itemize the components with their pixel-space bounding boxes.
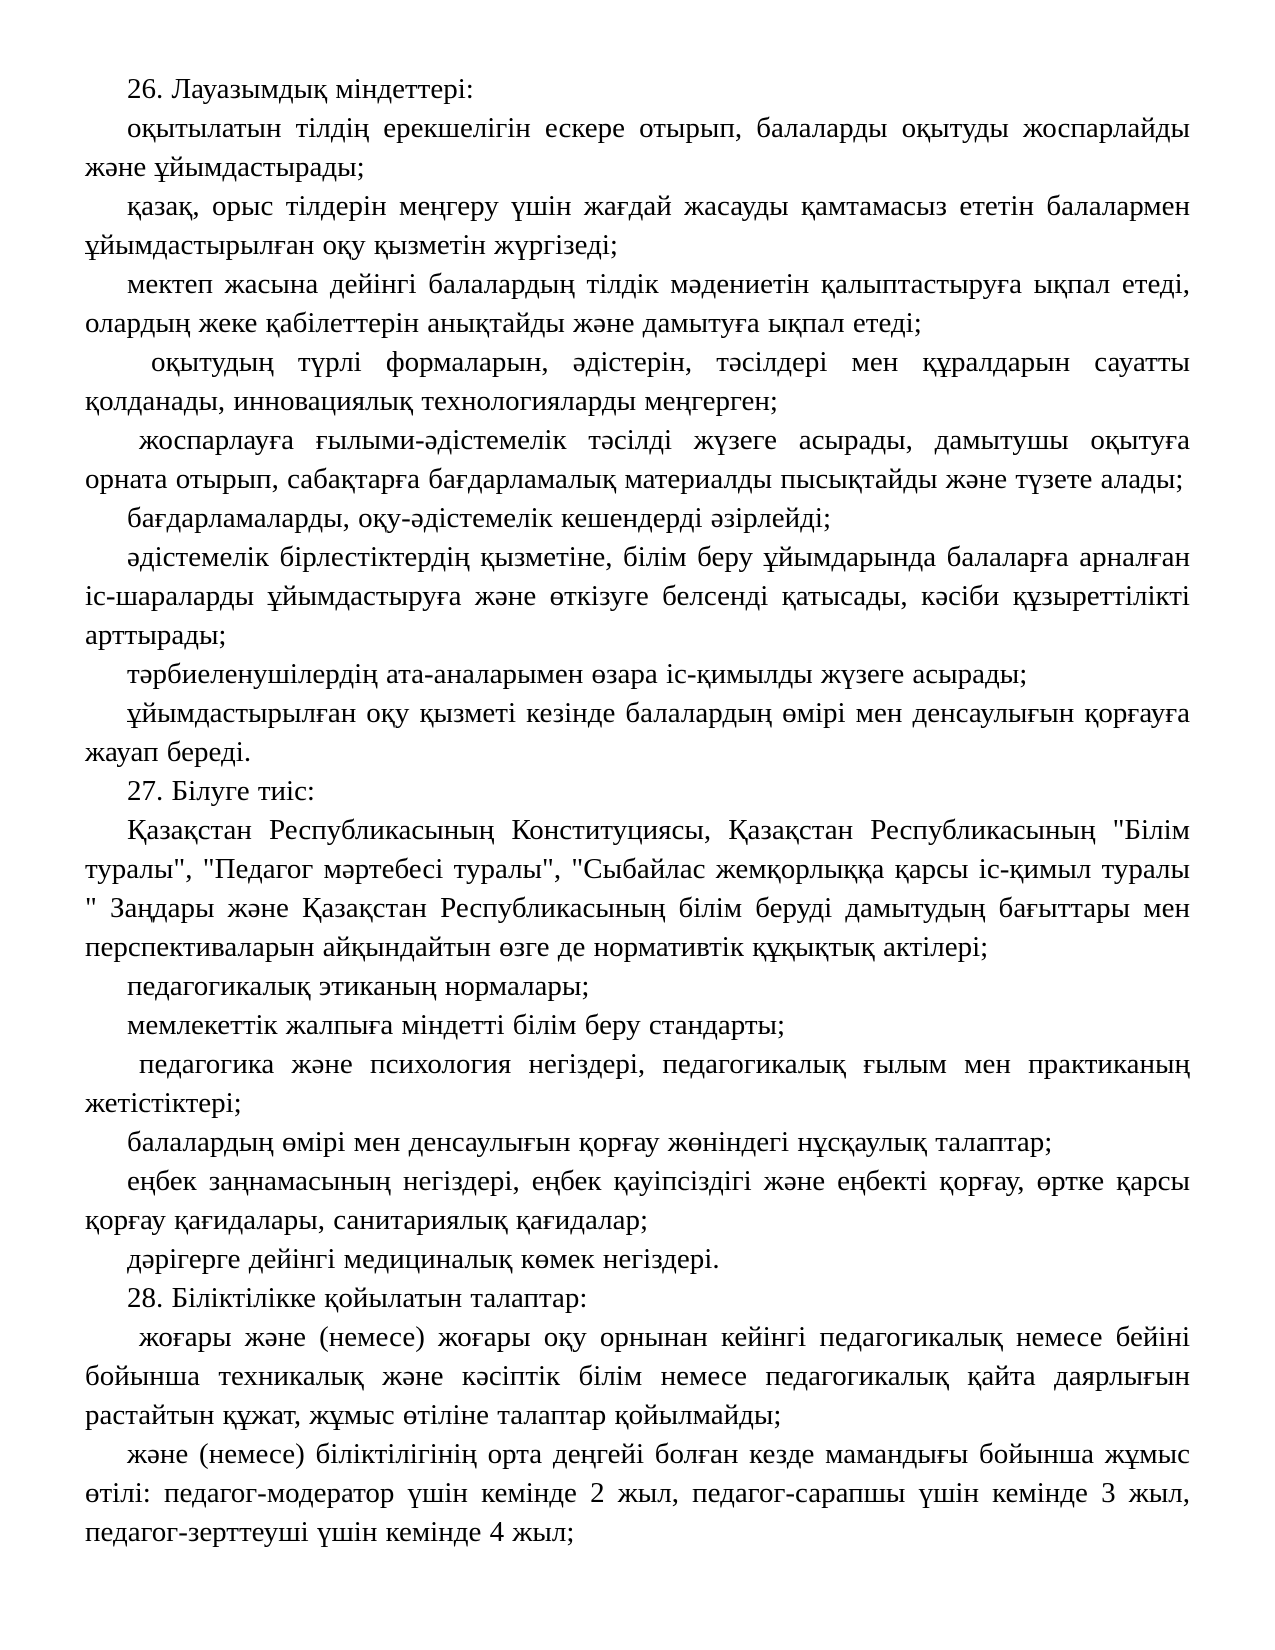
duty-item-4: оқытудың түрлі формаларын, әдістерін, тәсілдері мен құралдарын сауатты қолданады, инновациялық технологияларды меңгерген; [85,346,1190,417]
knowledge-item-5: балалардың өмірі мен денсаулығын қорғау жөніндегі нұсқаулық талаптар; [127,1126,1053,1158]
knowledge-item-6: еңбек заңнамасының негіздері, еңбек қауіпсіздігі және еңбекті қорғау, өртке қарсы қорғау қағидалары, санитариялық қағидалар; [85,1165,1190,1236]
knowledge-item-7: дәрігерге дейінгі медициналық көмек негіздері. [127,1243,720,1275]
qualification-item-1: жоғары және (немесе) жоғары оқу орнынан кейінгі педагогикалық немесе бейіні бойынша техникалық және кәсіптік білім немесе педагогикалық қайта даярлығын растайтын құжат, жұмыс өтіліне талаптар қойылмайды; [85,1321,1190,1431]
knowledge-item-3: мемлекеттік жалпыға міндетті білім беру стандарты; [127,1009,786,1041]
duty-item-2: қазақ, орыс тілдерін меңгеру үшін жағдай жасауды қамтамасыз ететін балалармен ұйымдастырылған оқу қызметін жүргізеді; [85,190,1190,261]
duty-item-8: тәрбиеленушілердің ата-аналарымен өзара іс-қимылды жүзеге асырады; [127,658,1028,690]
duty-item-5: жоспарлауға ғылыми-әдістемелік тәсілді жүзеге асырады, дамытушы оқытуға орната отырып, сабақтарға бағдарламалық материалды пысықтайды және түзете алады; [85,424,1190,495]
duty-item-1: оқытылатын тілдің ерекшелігін ескере отырып, балаларды оқытуды жоспарлайды және ұйымдастырады; [85,112,1190,183]
knowledge-item-2: педагогикалық этиканың нормалары; [127,970,590,1002]
knowledge-item-4: педагогика және психология негіздері, педагогикалық ғылым мен практиканың жетістіктері; [85,1048,1190,1119]
clause-26-heading: 26. Лауазымдық міндеттері: [127,73,474,105]
knowledge-item-1: Қазақстан Республикасының Конституциясы, Қазақстан Республикасының "Білім туралы", "Педагог мәртебесі туралы", "Сыбайлас жемқорлыққа қарсы іс-қимыл туралы " Заңдары және Қазақстан Республикасының білім беруді дамытудың бағыттары мен перспективаларын айқындайтын өзге де нормативтік құқықтық актілері; [85,814,1190,963]
duty-item-9: ұйымдастырылған оқу қызметі кезінде балалардың өмірі мен денсаулығын қорғауға жауап береді. [85,697,1190,768]
duty-item-6: бағдарламаларды, оқу-әдістемелік кешендерді әзірлейді; [127,502,832,534]
duty-item-3: мектеп жасына дейінгі балалардың тілдік мәдениетін қалыптастыруға ықпал етеді, олардың жеке қабілеттерін анықтайды және дамытуға ықпал етеді; [85,268,1190,339]
clause-27-heading: 27. Білуге тиіс: [127,775,315,807]
qualification-item-2: және (немесе) біліктілігінің орта деңгейі болған кезде мамандығы бойынша жұмыс өтілі: педагог-модератор үшін кемінде 2 жыл, педагог-сарапшы үшін кемінде 3 жыл, педагог-зерттеуші үшін кемінде 4 жыл; [85,1438,1190,1548]
duty-item-7: әдістемелік бірлестіктердің қызметіне, білім беру ұйымдарында балаларға арналған іс-шараларды ұйымдастыруға және өткізуге белсенді қатысады, кәсіби құзыреттілікті арттырады; [85,541,1190,651]
clause-28-heading: 28. Біліктілікке қойылатын талаптар: [127,1282,588,1314]
